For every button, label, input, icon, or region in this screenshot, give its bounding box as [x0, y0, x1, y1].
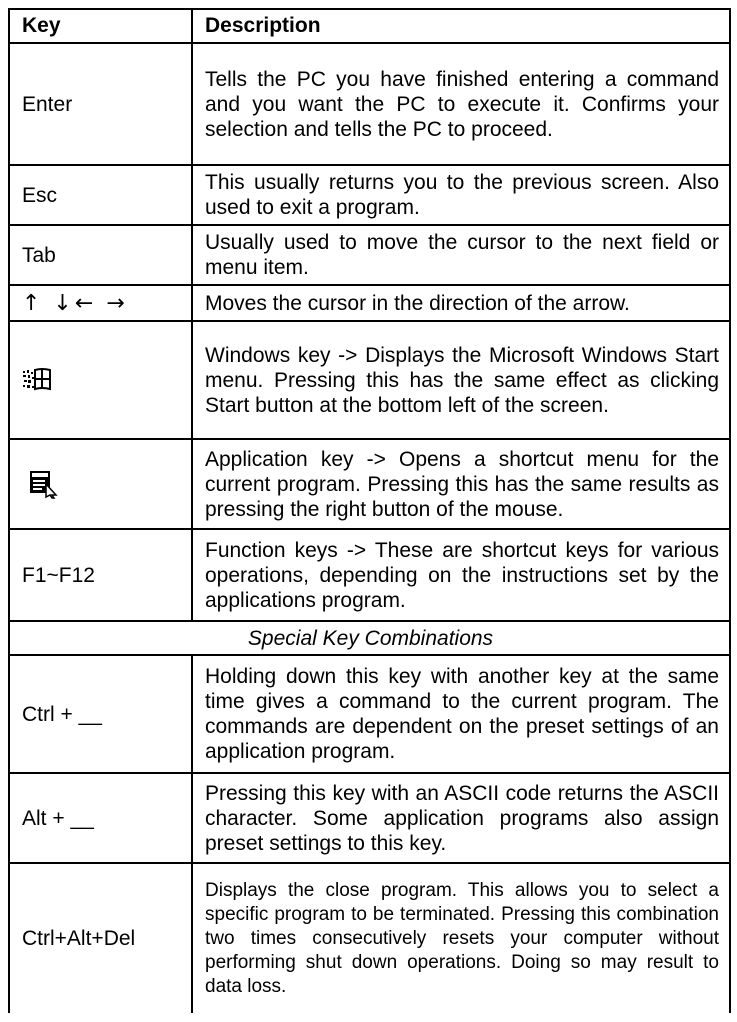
description-cell: Moves the cursor in the direction of the arrow. [192, 285, 730, 321]
description-cell: Pressing this key with an ASCII code returns the ASCII character. Some application programs also assign preset settings to this key. [192, 773, 730, 863]
description-cell: Usually used to move the cursor to the next field or menu item. [192, 225, 730, 285]
key-cell: Alt + __ [9, 773, 192, 863]
table-row [9, 225, 730, 285]
table-row [9, 321, 730, 439]
section-row [9, 621, 730, 655]
table-row [9, 285, 730, 321]
description-cell: Function keys -> These are shortcut keys for various operations, depending on the instructions set by the applications program. [192, 529, 730, 621]
key-cell: F1~F12 [9, 529, 192, 621]
description-cell: Displays the close program. This allows you to select a specific program to be terminated. Pressing this combination two times consecutively resets your computer without performing shut down operations. Doing so may result to data loss. [192, 863, 730, 1013]
section-title: Special Key Combinations [9, 621, 730, 655]
description-cell: Holding down this key with another key at the same time gives a command to the current program. The commands are dependent on the preset settings of an application program. [192, 655, 730, 773]
header-row [9, 9, 730, 43]
header-description: Description [192, 9, 730, 43]
description-cell: This usually returns you to the previous screen. Also used to exit a program. [192, 165, 730, 225]
header-key: Key [9, 9, 192, 43]
key-cell: Ctrl + __ [9, 655, 192, 773]
key-cell: Enter [9, 43, 192, 165]
key-cell: Tab [9, 225, 192, 285]
application-key-icon [28, 469, 181, 499]
description-cell: Tells the PC you have finished entering a command and you want the PC to execute it. Confirms your selection and tells the PC to proceed. [192, 43, 730, 165]
description-cell: Application key -> Opens a shortcut menu for the current program. Pressing this has the same results as pressing the right button of the mouse. [192, 439, 730, 529]
table-row [9, 773, 730, 863]
table-row [9, 529, 730, 621]
arrow-keys-cell: ↑ ↓← → [9, 285, 192, 321]
key-cell [9, 321, 192, 439]
key-cell [9, 439, 192, 529]
windows-key-icon [22, 367, 181, 393]
key-description-table [8, 8, 731, 1013]
table-row [9, 165, 730, 225]
table-row [9, 863, 730, 1013]
description-cell: Windows key -> Displays the Microsoft Windows Start menu. Pressing this has the same effect as clicking Start button at the bottom left of the screen. [192, 321, 730, 439]
table-row [9, 439, 730, 529]
key-cell: Esc [9, 165, 192, 225]
key-cell: Ctrl+Alt+Del [9, 863, 192, 1013]
table-row [9, 655, 730, 773]
table-row [9, 43, 730, 165]
